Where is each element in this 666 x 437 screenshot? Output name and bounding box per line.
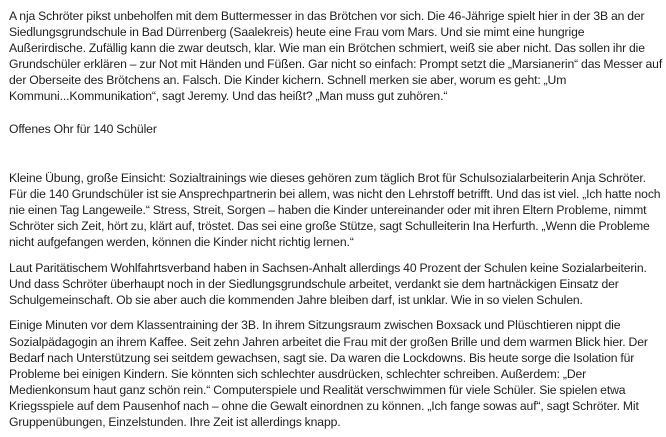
article-subheading: Offenes Ohr für 140 Schüler [9, 121, 157, 136]
article-paragraph-class-training: Einige Minuten vor dem Klassentraining der 3B. In ihrem Sitzungsraum zwischen Boxsack und Plüschtieren nippt die Sozialpädagogin an ihrem Kaffee. Seit zehn Jahren arbeitet die Frau mit der großen Brille und dem warmen Blick hier. Der Bedarf nach Unterstützung sei seitdem gewachsen, sagt sie. Da waren die Lockdowns. Bis heute sorge die Isolation für Probleme bei einigen Kindern. Sie könnten sich schlechter ausdrücken, schlechter schreiben. Außerdem: „Der Medienkonsum haut ganz schön rein.“ Computerspiele und Realität verschwimmen für viele Schüler. Sie spielen etwa Kriegsspiele auf dem Pausenhof nach – ohne die Gewalt einordnen zu können. „Ich fange sowas auf“, sagt Schröter. Mit Gruppenübungen, Einzelstunden. Ihre Zeit ist allerdings knapp. [9, 318, 648, 429]
article-paragraph-social-training: Kleine Übung, große Einsicht: Sozialtrainings wie dieses gehören zum täglich Brot für Schulsozialarbeiterin Anja Schröter. Für die 140 Grundschüler ist sie Ansprechpartnerin bei allem, was nicht den Lehrstoff betrifft. Und das ist viel. „Ich hatte noch nie einen Tag Langeweile.“ Stress, Streit, Sorgen – haben die Kinder untereinander oder mit ihren Eltern Probleme, nimmt Schröter sich Zeit, hört zu, klärt auf, tröstet. Das sei eine große Stütze, sagt Schulleiterin Ina Herfurth. „Wenn die Probleme nicht aufgefangen werden, können die Kinder nicht richtig lernen.“ [9, 170, 661, 250]
article-body [9, 8, 663, 430]
article-paragraph-statistics: Laut Paritätischem Wohlfahrtsverband haben in Sachsen-Anhalt allerdings 40 Prozent der Schulen keine Sozialarbeiterin. Und dass Schröter überhaupt noch in der Siedlungsgrundschule arbeitet, verdankt sie dem hartnäckigen Einsatz der Schulgemeinschaft. Ob sie aber auch die kommenden Jahre bleiben darf, ist unklar. Wie in so vielen Schulen. [9, 261, 647, 308]
article-paragraph-intro: A nja Schröter pikst unbeholfen mit dem Buttermesser in das Brötchen vor sich. Die 46-Jährige spielt hier in der 3B an der Siedlungsgrundschule in Bad Dürrenberg (Saalekreis) heute eine Frau vom Mars. Und sie mimt eine hungrige Außerirdische. Zufällig kann die zwar deutsch, klar. Wie man ein Brötchen schmiert, weiß sie aber nicht. Das sollen ihr die Grundschüler erklären – zur Not mit Händen und Füßen. Gar nicht so einfach: Prompt setzt die „Marsianerin“ das Messer auf der Oberseite des Brötchens an. Falsch. Die Kinder kichern. Schnell merken sie aber, worum es geht: „Um Kommuni...Kommunikation“, sagt Jeremy. Und das heißt? „Man muss gut zuhören.“ [9, 9, 663, 104]
